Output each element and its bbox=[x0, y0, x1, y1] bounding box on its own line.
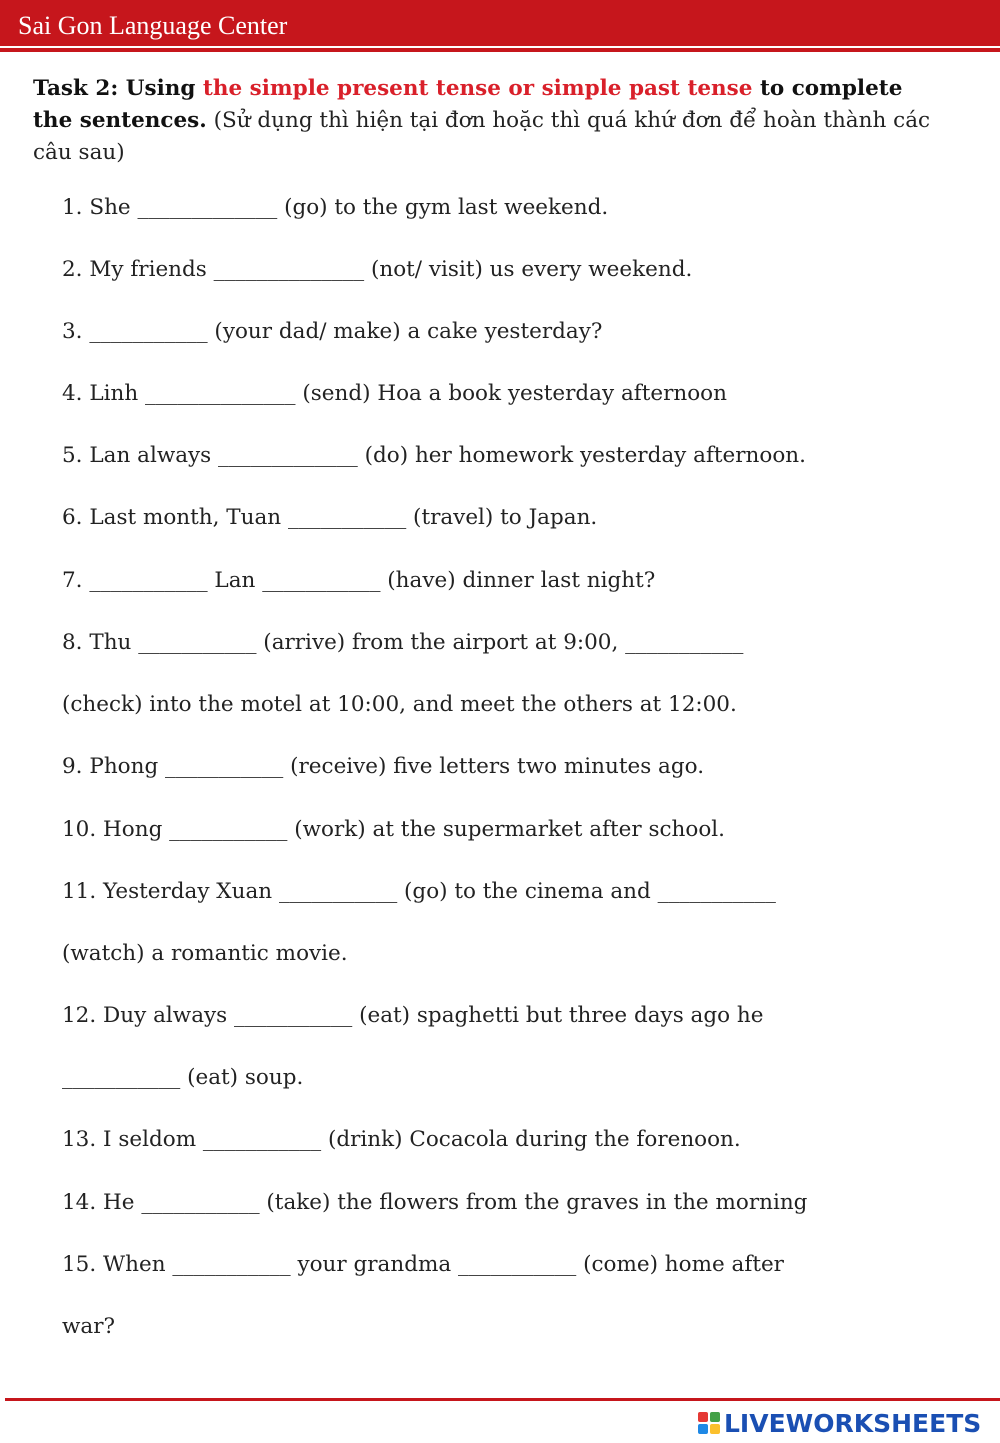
exercise-line: 4. Linh ______________ (send) Hoa a book yesterday afternoon bbox=[62, 381, 727, 406]
logo-block bbox=[698, 1412, 708, 1422]
liveworksheets-logo[interactable] bbox=[698, 1408, 981, 1438]
exercise-line: 10. Hong ___________ (work) at the supermarket after school. bbox=[62, 817, 725, 842]
exercise-line: 15. When ___________ your grandma ___________ (come) home after bbox=[62, 1252, 784, 1277]
task-translation: (Sử dụng thì hiện tại đơn hoặc thì quá khứ đơn để hoàn thành các câu sau) bbox=[33, 108, 931, 165]
exercise-line: 5. Lan always _____________ (do) her homework yesterday afternoon. bbox=[62, 443, 806, 468]
exercise-line: 8. Thu ___________ (arrive) from the airport at 9:00, ___________ bbox=[62, 630, 744, 655]
exercise-line: 6. Last month, Tuan ___________ (travel) to Japan. bbox=[62, 505, 598, 530]
exercise-line: ___________ (eat) soup. bbox=[62, 1065, 304, 1090]
exercise-line: 9. Phong ___________ (receive) five letters two minutes ago. bbox=[62, 754, 705, 779]
exercise-line: 2. My friends ______________ (not/ visit) us every weekend. bbox=[62, 257, 693, 282]
exercise-line: (check) into the motel at 10:00, and meet the others at 12:00. bbox=[62, 692, 737, 717]
exercise-line: 1. She _____________ (go) to the gym last weekend. bbox=[62, 195, 609, 220]
exercise-line: (watch) a romantic movie. bbox=[62, 941, 348, 966]
exercise-line: 12. Duy always ___________ (eat) spaghetti but three days ago he bbox=[62, 1003, 764, 1028]
task-tail: to complete the sentences. bbox=[33, 76, 903, 133]
exercise-line: 14. He ___________ (take) the flowers from the graves in the morning bbox=[62, 1190, 808, 1215]
task-instructions bbox=[33, 73, 933, 169]
exercise-line: 7. ___________ Lan ___________ (have) dinner last night? bbox=[62, 568, 656, 593]
exercise-line: war? bbox=[62, 1314, 116, 1339]
task-highlight: the simple present tense or simple past tense bbox=[202, 76, 753, 101]
logo-block bbox=[710, 1424, 720, 1434]
header-divider bbox=[0, 48, 1000, 52]
exercise-line: 3. ___________ (your dad/ make) a cake yesterday? bbox=[62, 319, 603, 344]
logo-block bbox=[710, 1412, 720, 1422]
exercise-line: 11. Yesterday Xuan ___________ (go) to the cinema and ___________ bbox=[62, 879, 776, 904]
logo-block bbox=[698, 1424, 708, 1434]
task-label: Task 2: Using bbox=[33, 76, 203, 101]
header-title: Sai Gon Language Center bbox=[18, 11, 288, 40]
liveworksheets-logo-icon bbox=[698, 1412, 720, 1434]
exercise-line: 13. I seldom ___________ (drink) Cocacola during the forenoon. bbox=[62, 1127, 741, 1152]
logo-text: LIVEWORKSHEETS bbox=[724, 1408, 982, 1438]
header-bar bbox=[0, 0, 1000, 46]
footer-divider bbox=[5, 1398, 1000, 1401]
